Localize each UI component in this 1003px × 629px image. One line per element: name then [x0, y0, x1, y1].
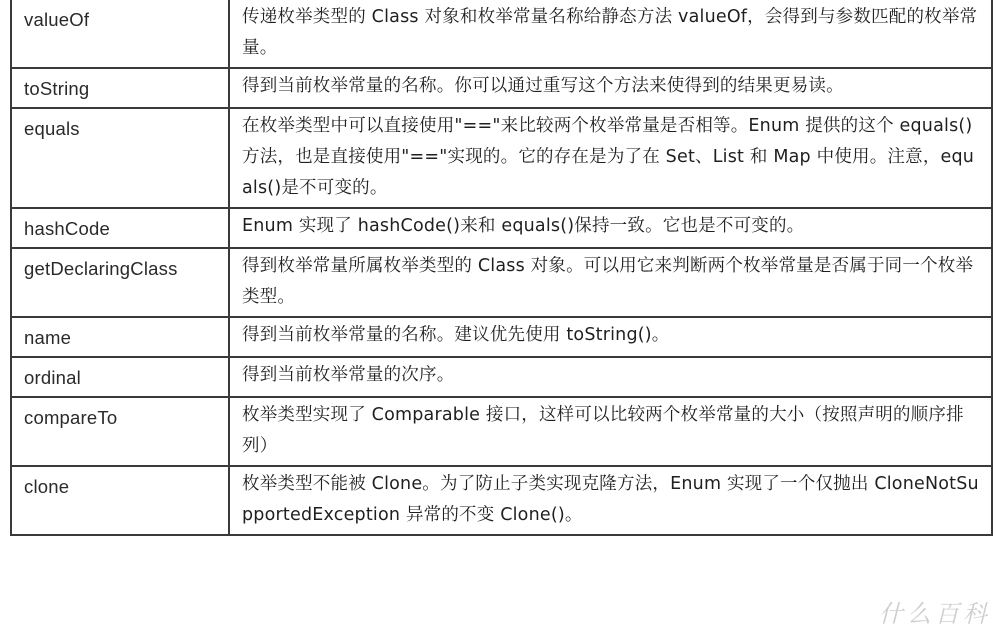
method-name-cell: equals: [11, 108, 229, 208]
method-description-cell: 在枚举类型中可以直接使用"=="来比较两个枚举常量是否相等。Enum 提供的这个 equals()方法，也是直接使用"=="实现的。它的存在是为了在 Set、List 和 Map 中使用。注意，equals()是不可变的。: [229, 108, 992, 208]
method-description-cell: 得到当前枚举常量的名称。你可以通过重写这个方法来使得到的结果更易读。: [229, 68, 992, 108]
method-name-cell: valueOf: [11, 0, 229, 68]
table-row: [11, 248, 992, 317]
table-row: [11, 108, 992, 208]
table-row: [11, 357, 992, 397]
method-name-cell: name: [11, 317, 229, 357]
method-description-cell: 枚举类型实现了 Comparable 接口，这样可以比较两个枚举常量的大小（按照声明的顺序排列）: [229, 397, 992, 466]
table-row: [11, 317, 992, 357]
method-name-cell: ordinal: [11, 357, 229, 397]
method-description-cell: 得到枚举常量所属枚举类型的 Class 对象。可以用它来判断两个枚举常量是否属于同一个枚举类型。: [229, 248, 992, 317]
method-description-cell: 得到当前枚举常量的次序。: [229, 357, 992, 397]
watermark: 什么百科: [879, 600, 991, 628]
method-name-cell: hashCode: [11, 208, 229, 248]
enum-methods-table-wrapper: [10, 0, 991, 536]
method-description-cell: Enum 实现了 hashCode()来和 equals()保持一致。它也是不可变的。: [229, 208, 992, 248]
method-description-cell: 枚举类型不能被 Clone。为了防止子类实现克隆方法，Enum 实现了一个仅抛出 CloneNotSupportedException 异常的不变 Clone()。: [229, 466, 992, 535]
table-row: [11, 208, 992, 248]
table-row: [11, 397, 992, 466]
method-description-cell: 得到当前枚举常量的名称。建议优先使用 toString()。: [229, 317, 992, 357]
enum-methods-table: [10, 0, 993, 536]
table-row: [11, 466, 992, 535]
method-name-cell: clone: [11, 466, 229, 535]
method-name-cell: getDeclaringClass: [11, 248, 229, 317]
method-name-cell: toString: [11, 68, 229, 108]
method-name-cell: compareTo: [11, 397, 229, 466]
table-row: [11, 0, 992, 68]
method-description-cell: 传递枚举类型的 Class 对象和枚举常量名称给静态方法 valueOf，会得到与参数匹配的枚举常量。: [229, 0, 992, 68]
table-row: [11, 68, 992, 108]
